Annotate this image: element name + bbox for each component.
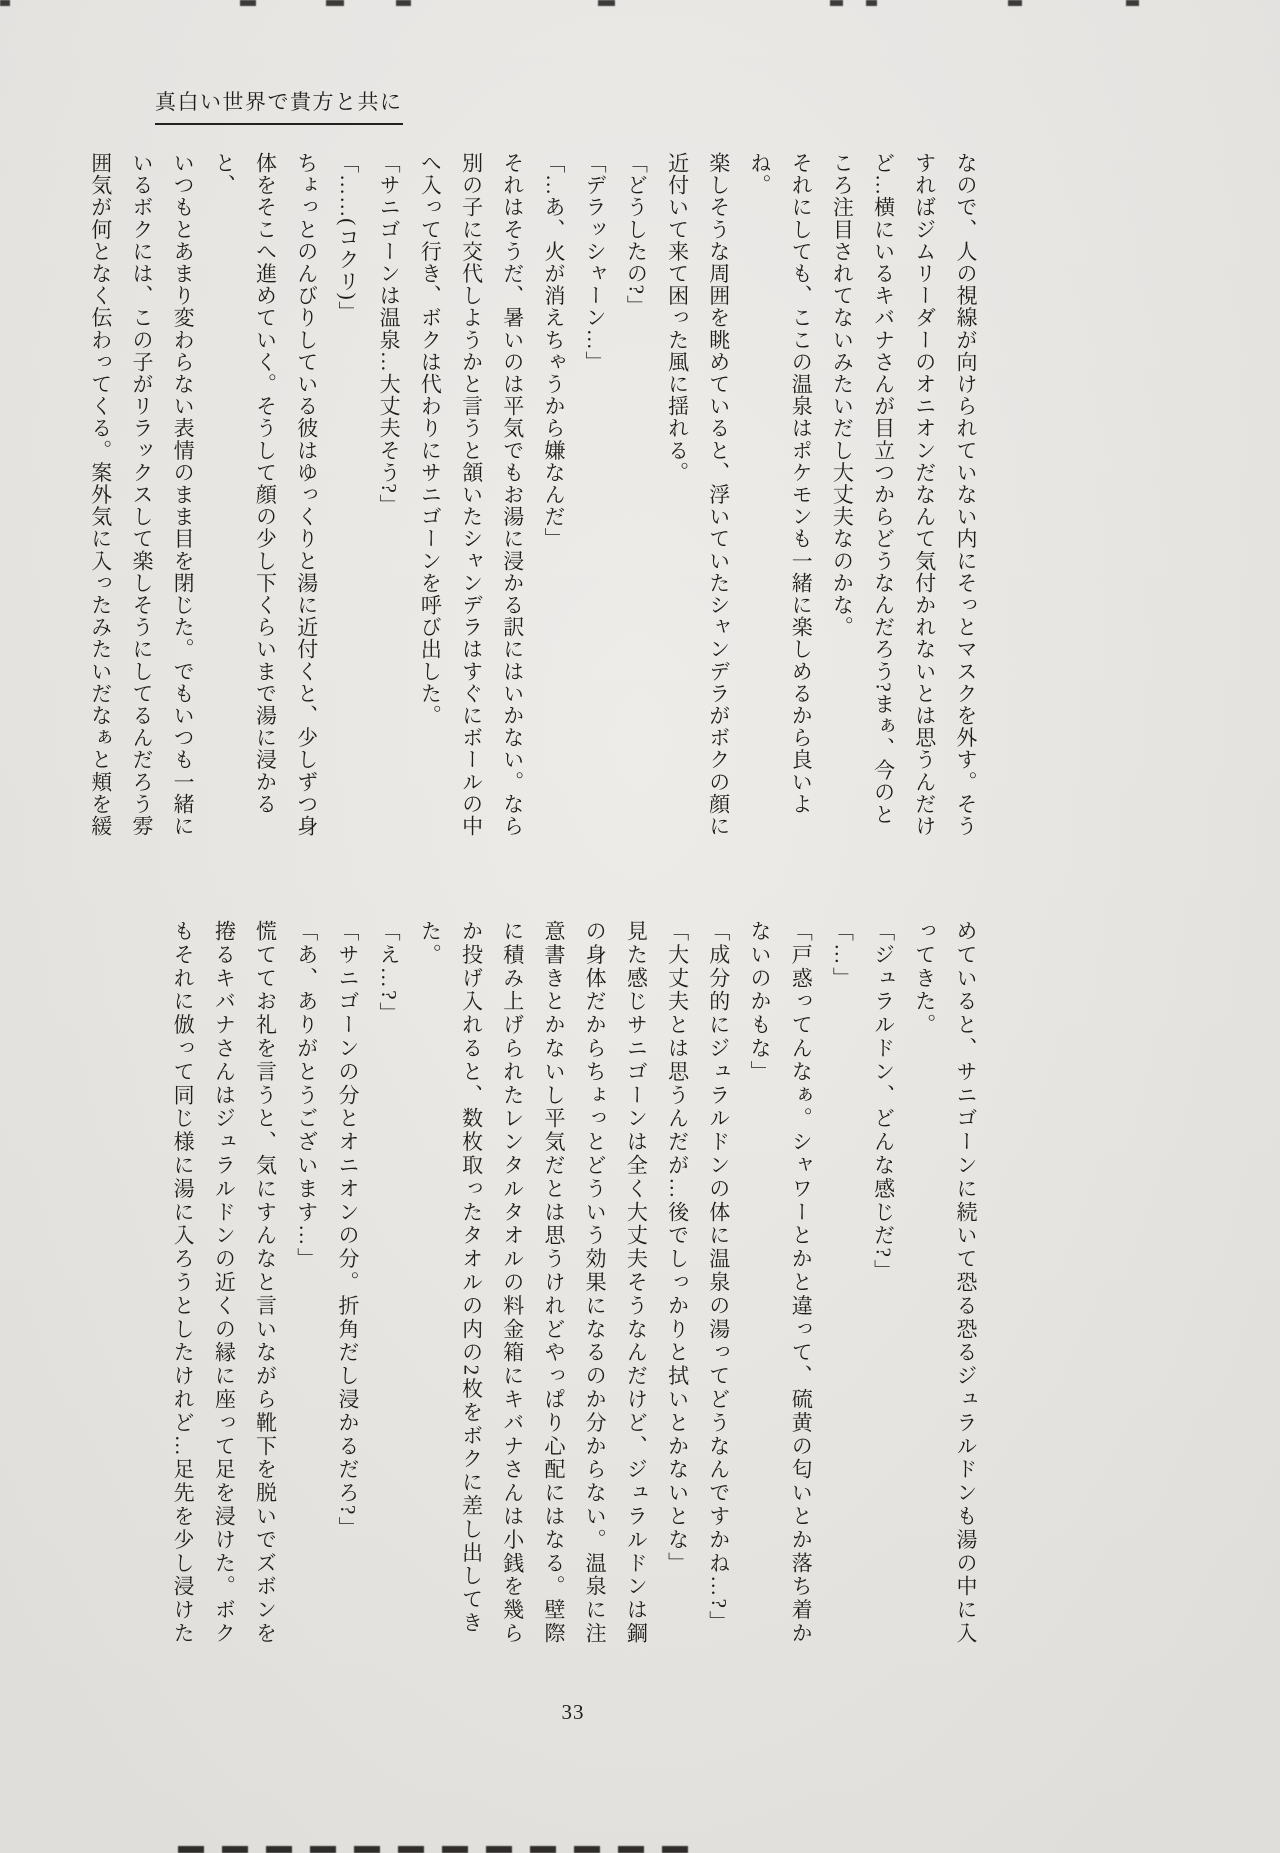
text-column: た。 xyxy=(418,920,443,967)
text-column: それにしても、ここの温泉はポケモンも一緒に楽しめるから良いよね。 xyxy=(747,152,814,815)
text-column: ないのかもな」 xyxy=(747,920,772,1084)
text-column: なので、人の視線が向けられていない内にそっとマスクを外す。そう xyxy=(954,152,978,838)
scan-artifact xyxy=(1008,0,1022,6)
text-column: ちょっとのんびりしている彼はゆっくりと湯に近付くと、少しずつ身 xyxy=(294,152,319,838)
text-column: ど…横にいるキバナさんが目立つからどうなんだろう?まぁ、今のと xyxy=(871,152,896,826)
text-column: 慌ててお礼を言うと、気にすんなと言いながら靴下を脱いでズボンを xyxy=(253,920,278,1646)
text-column: 「ジュラルドン、どんな感じだ?」 xyxy=(871,920,896,1283)
scan-artifact-bottom-dashes xyxy=(178,1846,706,1853)
page-title: 真白い世界で貴方と共に xyxy=(155,86,403,125)
text-column: 「どうしたの?」 xyxy=(624,152,649,318)
scan-artifact xyxy=(240,0,256,6)
text-column: 「戸惑ってんなぁ。シャワーとかと違って、硫黄の匂いとか落ち着か xyxy=(789,920,814,1646)
text-column: ころ注目されてないみたいだし大丈夫なのかな。 xyxy=(830,152,855,639)
text-column: 「…」 xyxy=(830,920,855,991)
text-column: 「え…?」 xyxy=(377,920,402,1026)
text-column: めていると、サニゴーンに続いて恐る恐るジュラルドンも湯の中に入 xyxy=(954,920,978,1646)
text-column: 見た感じサニゴーンは全く大丈夫そうなんだけど、ジュラルドンは鋼 xyxy=(624,920,649,1646)
text-column: 「…あ、火が消えちゃうから嫌なんだ」 xyxy=(541,152,566,550)
text-column: 「成分的にジュラルドンの体に温泉の湯ってどうなんですかね…?」 xyxy=(706,920,731,1634)
text-column: 「……(コクリ)」 xyxy=(335,152,360,323)
text-column: 近付いて来て困った風に揺れる。 xyxy=(665,152,690,484)
text-column: 「大丈夫とは思うんだが…後でしっかりと拭いとかないとな」 xyxy=(665,920,690,1576)
scan-artifact xyxy=(598,0,615,6)
text-column: 囲気が何となく伝わってくる。案外気に入ったみたいだなぁと頬を緩 xyxy=(88,152,113,838)
text-column: いるボクには、この子がリラックスして楽しそうにしてるんだろう雰 xyxy=(129,152,154,838)
text-column: へ入って行き、ボクは代わりにサニゴーンを呼び出した。 xyxy=(418,152,443,727)
text-column: 楽しそうな周囲を眺めていると、浮いていたシャンデラがボクの顔に xyxy=(706,152,731,838)
text-column: に積み上げられたレンタルタオルの料金箱にキバナさんは小銭を幾ら xyxy=(500,920,525,1646)
page-number: 33 xyxy=(561,1700,585,1724)
scan-artifact xyxy=(0,0,10,6)
text-column: 体をそこへ進めていく。そうして顔の少し下くらいまで湯に浸かると、 xyxy=(212,152,278,815)
scan-artifact xyxy=(866,0,877,6)
text-block-bottom xyxy=(160,920,986,1656)
text-block-top xyxy=(88,152,986,852)
scan-artifact xyxy=(1126,0,1139,6)
scan-artifact xyxy=(396,0,411,6)
text-column: いつもとあまり変わらない表情のまま目を閉じた。でもいつも一緒に xyxy=(171,152,196,838)
text-column: 捲るキバナさんはジュラルドンの近くの縁に座って足を浸けた。ボク xyxy=(212,920,237,1646)
scan-artifact xyxy=(830,0,843,6)
text-column: 「あ、ありがとうございます…」 xyxy=(294,920,319,1271)
scan-artifact xyxy=(326,0,344,6)
text-column: か投げ入れると、数枚取ったタオルの内の2枚をボクに差し出してき xyxy=(459,920,484,1635)
text-column: もそれに倣って同じ様に湯に入ろうとしたけれど…足先を少し浸けた xyxy=(171,920,196,1646)
text-column: ってきた。 xyxy=(912,920,937,1037)
text-column: の身体だからちょっとどういう効果になるのか分からない。温泉に注 xyxy=(583,920,608,1646)
text-column: それはそうだ、暑いのは平気でもお湯に浸かる訳にはいかない。なら xyxy=(500,152,525,838)
text-column: 「デラッシャーン…」 xyxy=(583,152,608,373)
text-column: すればジムリーダーのオニオンだなんて気付かれないとは思うんだけ xyxy=(912,152,937,838)
text-column: 意書きとかないし平気だとは思うけれどやっぱり心配にはなる。壁際 xyxy=(541,920,566,1646)
text-column: 別の子に交代しようかと言うと頷いたシャンデラはすぐにボールの中 xyxy=(459,152,484,838)
text-column: 「サニゴーンの分とオニオンの分。折角だし浸かるだろ?」 xyxy=(335,920,360,1541)
text-column: 「サニゴーンは温泉…大丈夫そう?」 xyxy=(377,152,402,517)
